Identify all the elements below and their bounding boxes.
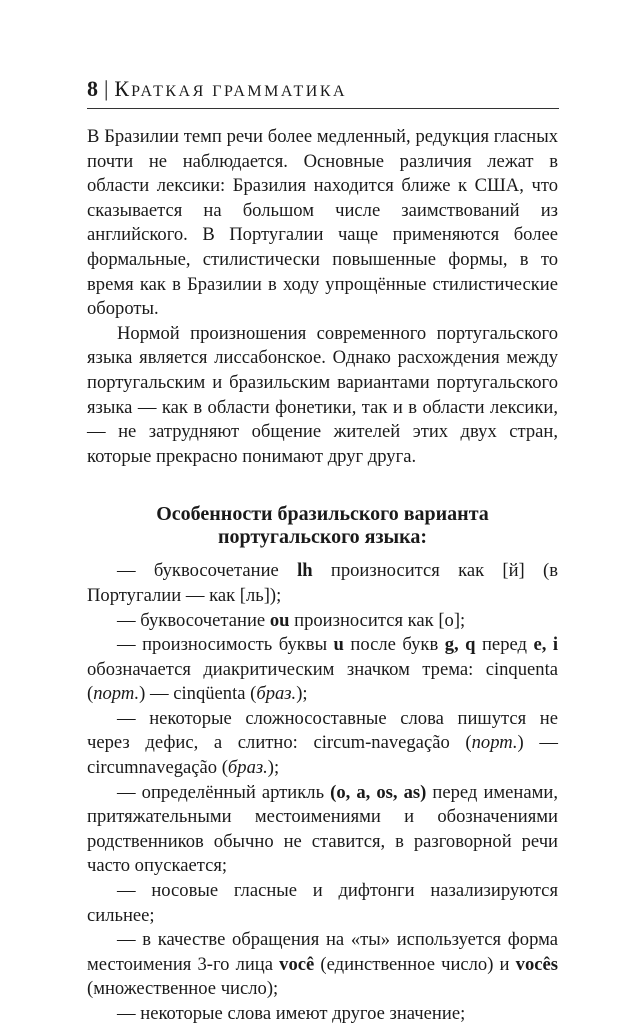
feature-item (87, 609, 558, 634)
italic-abbreviation: порт. (93, 683, 140, 705)
text-run: (множественное число); (87, 978, 279, 1000)
page-body (87, 125, 558, 1027)
text-run: перед именами, притяжательными местоимениями и обозначениями родственников обычно не ставится, в разговорной речи часто опускается; (87, 781, 558, 877)
text-run: Нормой произношения современного португальского языка является лиссабонское. Однако расхождения между португальским и бразильским вариантами португальского языка — как в области фонетики, так и в области лексики, — не затрудняют общение жителей этих двух стран, которые прекрасно понимают друг друга. (87, 322, 558, 467)
feature-item (87, 633, 558, 707)
bold-term: g, q (444, 634, 476, 656)
feature-item (87, 781, 558, 879)
text-run: ); (267, 757, 280, 779)
bold-term: (o, a, os, as) (330, 781, 427, 803)
bold-term: u (333, 634, 344, 656)
text-run: (единственное число) и (314, 953, 516, 975)
running-title-initial: К (114, 76, 132, 101)
header-separator: | (104, 76, 109, 101)
feature-item (87, 879, 558, 928)
text-run: ); (296, 683, 308, 705)
text-run: после букв (343, 634, 445, 656)
paragraph (87, 322, 558, 470)
page-number: 8 (87, 76, 98, 101)
bold-term: vocês (515, 953, 558, 975)
feature-item (87, 1002, 558, 1027)
feature-item (87, 707, 558, 781)
section-heading (87, 503, 558, 549)
text-run: ) — circumnavegação ( (87, 732, 558, 779)
bold-term: lh (297, 560, 313, 582)
paragraph (87, 125, 558, 322)
text-run: — некоторые слова имеют другое значение; (117, 1003, 466, 1024)
italic-abbreviation: браз. (227, 757, 268, 779)
text-run: ) — cinqüenta ( (139, 683, 257, 705)
running-title (114, 76, 347, 101)
bold-term: e, i (533, 634, 559, 656)
text-run: — буквосочетание (117, 560, 298, 582)
text-run: — определённый артикль (117, 781, 331, 803)
text-run: — в качестве обращения на «ты» используется форма местоимения 3-го лица (87, 929, 558, 975)
intro-section (87, 125, 558, 469)
text-run: В Бразилии темп речи более медленный, редукция гласных почти не наблюдается. Основные различия лежат в области лексики: Бразилия находится ближе к США, что сказывается на большом числе заимствований из английского. В Португалии чаще применяются более формальные, стилистически повышенные формы, в то время как в Бразилии в ходу упрощённые стилистические обороты. (87, 126, 558, 320)
section-heading-line: Особенности бразильского варианта (156, 503, 489, 526)
running-title-rest: РАТКАЯ ГРАММАТИКА (131, 83, 348, 100)
italic-abbreviation: браз. (256, 683, 297, 705)
text-run: произносится как [й] (в Португалии — как [ль]); (87, 560, 558, 606)
bold-term: você (279, 953, 315, 975)
running-header (87, 76, 559, 109)
text-run: произносится как [о]; (289, 609, 466, 631)
text-run: — произносимость буквы (117, 634, 334, 656)
features-list (87, 559, 558, 1026)
text-run: — носовые гласные и дифтонги назализируются сильнее; (87, 880, 558, 926)
text-run: обозначается диакритическим значком трема: cinquenta ( (87, 658, 558, 705)
feature-item (87, 559, 558, 608)
section-heading-line: португальского языка: (217, 526, 428, 549)
text-run: — некоторые сложносоставные слова пишутся не через дефис, а слитно: circum-navegação ( (87, 707, 558, 754)
bold-term: ou (269, 609, 290, 631)
text-run: — буквосочетание (117, 609, 270, 631)
italic-abbreviation: порт. (471, 732, 518, 754)
feature-item (87, 928, 558, 1002)
text-run: перед (475, 634, 534, 656)
